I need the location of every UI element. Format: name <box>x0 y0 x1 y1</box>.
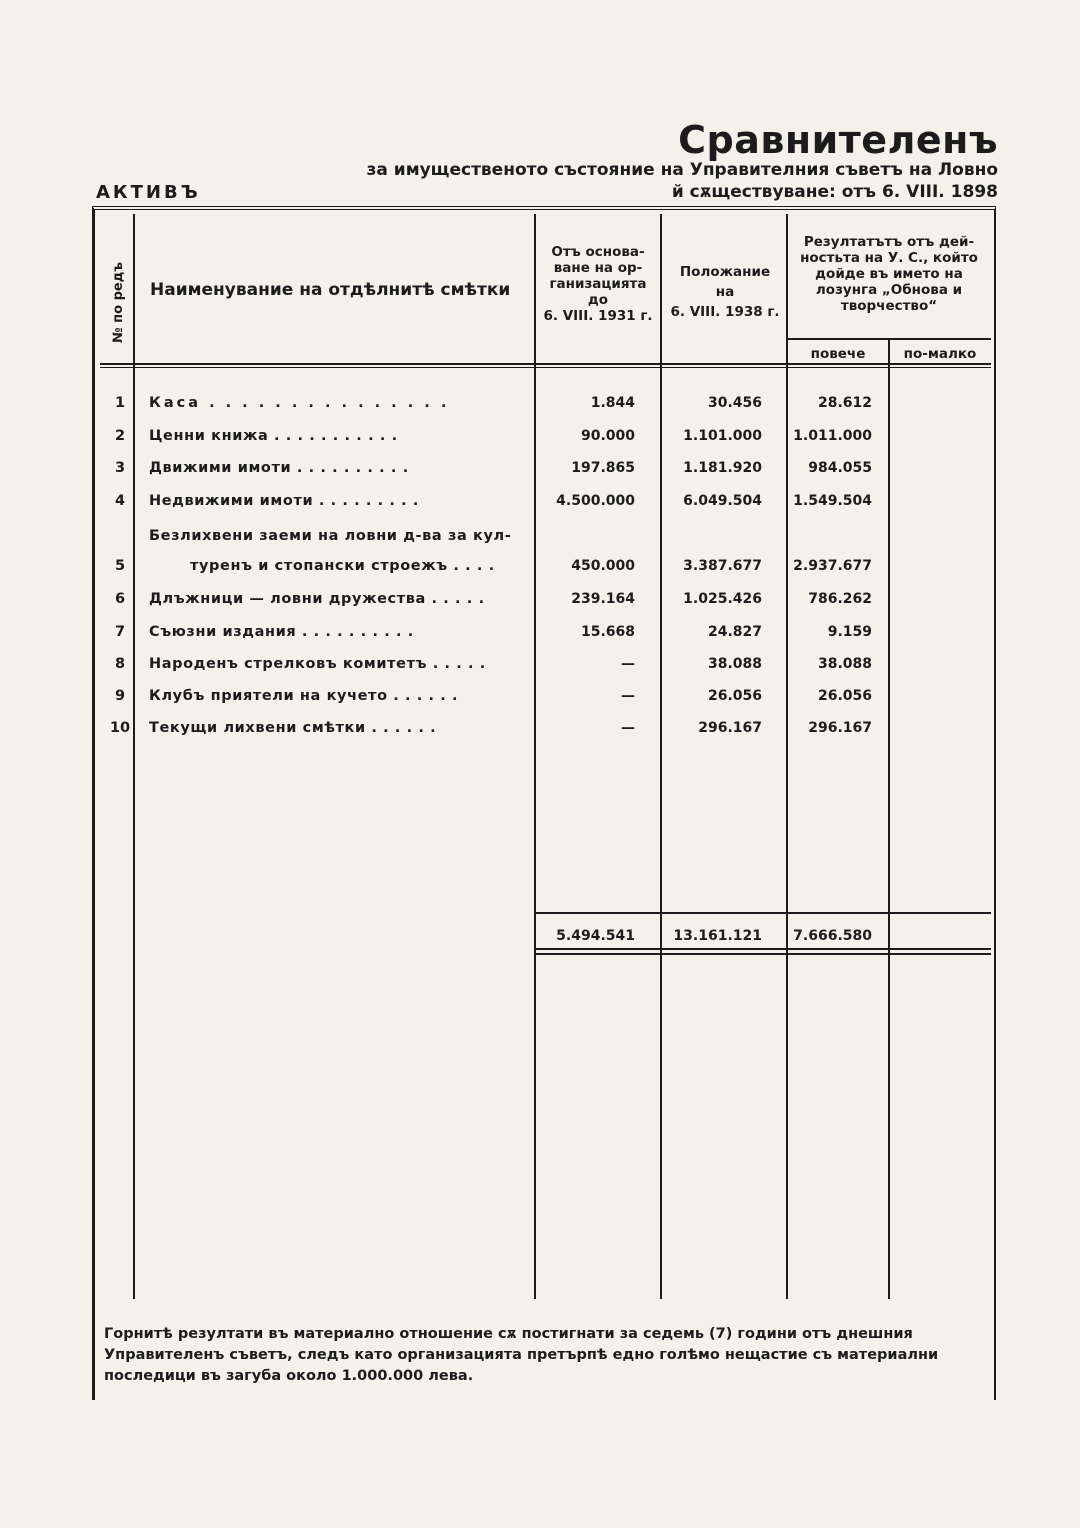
header-less: по-малко <box>903 346 977 362</box>
subtitle-line-1: за имущественото състояние на Управителния съветъ на Ловно <box>366 160 998 180</box>
column-divider <box>534 214 536 1299</box>
header-bottom-rule <box>100 363 991 365</box>
table-row: 10 Текущи лихвени смѣтки . . . . . . — 296.167 296.167 <box>109 720 872 736</box>
totals-bottom-rule <box>534 953 991 955</box>
totals-top-rule <box>534 912 991 914</box>
table-row: 1 Каса . . . . . . . . . . . . . . . 1.844 30.456 28.612 <box>114 395 872 411</box>
header-col-position: Положание на 6. VIII. 1938 г. <box>670 264 780 320</box>
header-account-name: Наименувание на отдѣлнитѣ смѣтки <box>150 280 511 300</box>
header-more: повече <box>810 346 866 362</box>
header-bottom-rule <box>100 367 991 368</box>
total-position: 13.161.121 <box>673 928 762 944</box>
column-divider <box>660 214 662 1299</box>
table-row: Безлихвени заеми на ловни д-ва за кул- <box>149 528 512 544</box>
table-row: 3 Движими имоти . . . . . . . . . . 197.865 1.181.920 984.055 <box>114 460 872 476</box>
table-row: 8 Народенъ стрелковъ комитетъ . . . . . — 38.088 38.088 <box>114 656 872 672</box>
total-result: 7.666.580 <box>793 928 872 944</box>
table-row: 2 Ценни книжа . . . . . . . . . . . 90.000 1.101.000 1.011.000 <box>114 428 872 444</box>
column-divider <box>786 214 788 1299</box>
table-row: 5 туренъ и стопански строежъ . . . . 450.000 3.387.677 2.937.677 <box>114 558 872 574</box>
totals-bottom-rule <box>534 948 991 950</box>
header-col-founding: Отъ основа- ване на ор- ганизацията до 6. VIII. 1931 г. <box>543 244 653 324</box>
header-number: № по редъ <box>110 261 126 343</box>
table-row: 6 Длъжници — ловни дружества . . . . . 239.164 1.025.426 786.262 <box>114 591 872 607</box>
subtitle-line-2: й сѫществуване: отъ 6. VIII. 1898 <box>671 182 998 202</box>
footer-note: Горнитѣ резултати въ материално отношение сѫ постигнати за седемь (7) години отъ днешния Управителенъ съветъ, следъ като организацията претърпѣ едно голѣмо нещастие съ материални последици въ загуба около 1.000.000 лева. <box>104 1326 939 1384</box>
table-row: 7 Съюзни издания . . . . . . . . . . 15.668 24.827 9.159 <box>114 624 872 640</box>
page-title: Сравнителенъ <box>678 118 998 162</box>
table-row: 4 Недвижими имоти . . . . . . . . . 4.500.000 6.049.504 1.549.504 <box>114 493 872 509</box>
section-label: АКТИВЪ <box>96 182 201 203</box>
subheader-divider <box>788 338 991 340</box>
header-col-result: Резултатътъ отъ дей- ностьта на У. С., който дойде въ името на лозунга „Обнова и творчество“ <box>800 234 978 314</box>
table-frame <box>92 206 996 1400</box>
column-divider <box>133 214 135 1299</box>
table-row: 9 Клубъ приятели на кучето . . . . . . — 26.056 26.056 <box>114 688 872 704</box>
total-founding: 5.494.541 <box>556 928 635 944</box>
